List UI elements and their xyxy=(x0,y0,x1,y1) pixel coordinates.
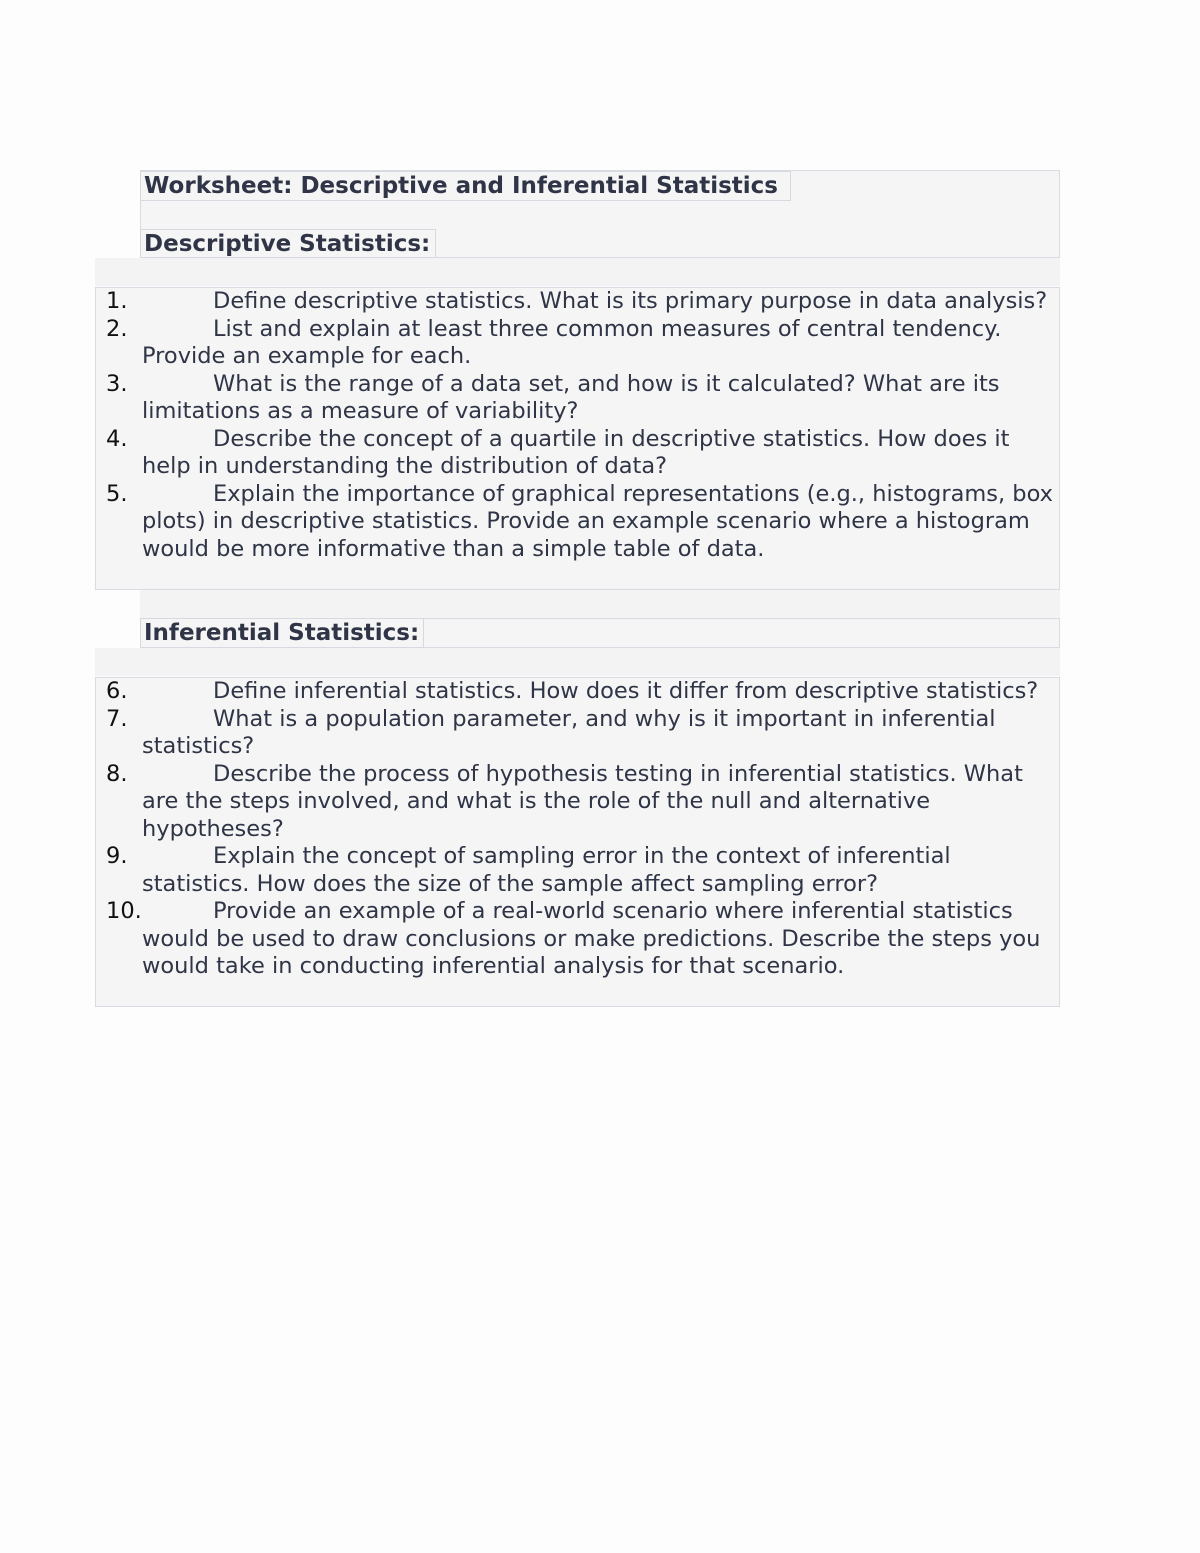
question-text: Define inferential statistics. How does it differ from descriptive statistics? xyxy=(213,678,1039,704)
question-number: 6. xyxy=(106,678,128,704)
question-number: 5. xyxy=(106,480,128,507)
separator-band xyxy=(95,648,1060,676)
section-heading-descriptive: Descriptive Statistics: xyxy=(140,229,436,258)
list-item xyxy=(96,678,1060,706)
question-number: 3. xyxy=(106,370,128,397)
worksheet-title: Worksheet: Descriptive and Inferential Statistics xyxy=(140,171,791,201)
question-text: What is a population parameter, and why is it important in inferential statistics? xyxy=(142,705,996,759)
separator-band xyxy=(95,258,1060,286)
inferential-question-list xyxy=(96,678,1060,981)
list-item xyxy=(96,843,1060,898)
question-text: Describe the process of hypothesis testing in inferential statistics. What are the steps involved, and what is the role of the null and alternative hypotheses? xyxy=(142,760,1023,842)
question-number: 2. xyxy=(106,315,128,342)
list-item xyxy=(96,481,1060,564)
descriptive-question-list xyxy=(96,288,1060,563)
list-item xyxy=(96,288,1060,316)
question-text: List and explain at least three common measures of central tendency. Provide an example for each. xyxy=(142,315,1002,369)
list-item xyxy=(96,761,1060,844)
section-heading-inferential: Inferential Statistics: xyxy=(140,618,424,648)
question-number: 9. xyxy=(106,843,128,869)
list-item xyxy=(96,898,1060,981)
question-number: 7. xyxy=(106,705,128,732)
question-text: Provide an example of a real-world scenario where inferential statistics would be used to draw conclusions or make predictions. Describe the steps you would take in conducting inferential analysis for that scenario. xyxy=(142,898,1041,979)
question-text: Explain the concept of sampling error in the context of inferential statistics. How does the size of the sample affect sampling error? xyxy=(142,843,951,897)
question-number: 10. xyxy=(106,898,142,924)
list-item xyxy=(96,371,1060,426)
question-text: Explain the importance of graphical representations (e.g., histograms, box plots) in descriptive statistics. Provide an example scenario where a histogram would be more informative than a simple table of data. xyxy=(142,480,1053,562)
list-item xyxy=(96,426,1060,481)
question-text: Define descriptive statistics. What is its primary purpose in data analysis? xyxy=(213,288,1048,314)
list-item xyxy=(96,706,1060,761)
question-number: 8. xyxy=(106,760,128,787)
question-text: Describe the concept of a quartile in descriptive statistics. How does it help in understanding the distribution of data? xyxy=(142,425,1010,479)
separator-band xyxy=(140,590,1060,618)
question-number: 4. xyxy=(106,425,128,452)
list-item xyxy=(96,316,1060,371)
question-text: What is the range of a data set, and how is it calculated? What are its limitations as a measure of variability? xyxy=(142,370,1000,424)
question-number: 1. xyxy=(106,288,128,314)
